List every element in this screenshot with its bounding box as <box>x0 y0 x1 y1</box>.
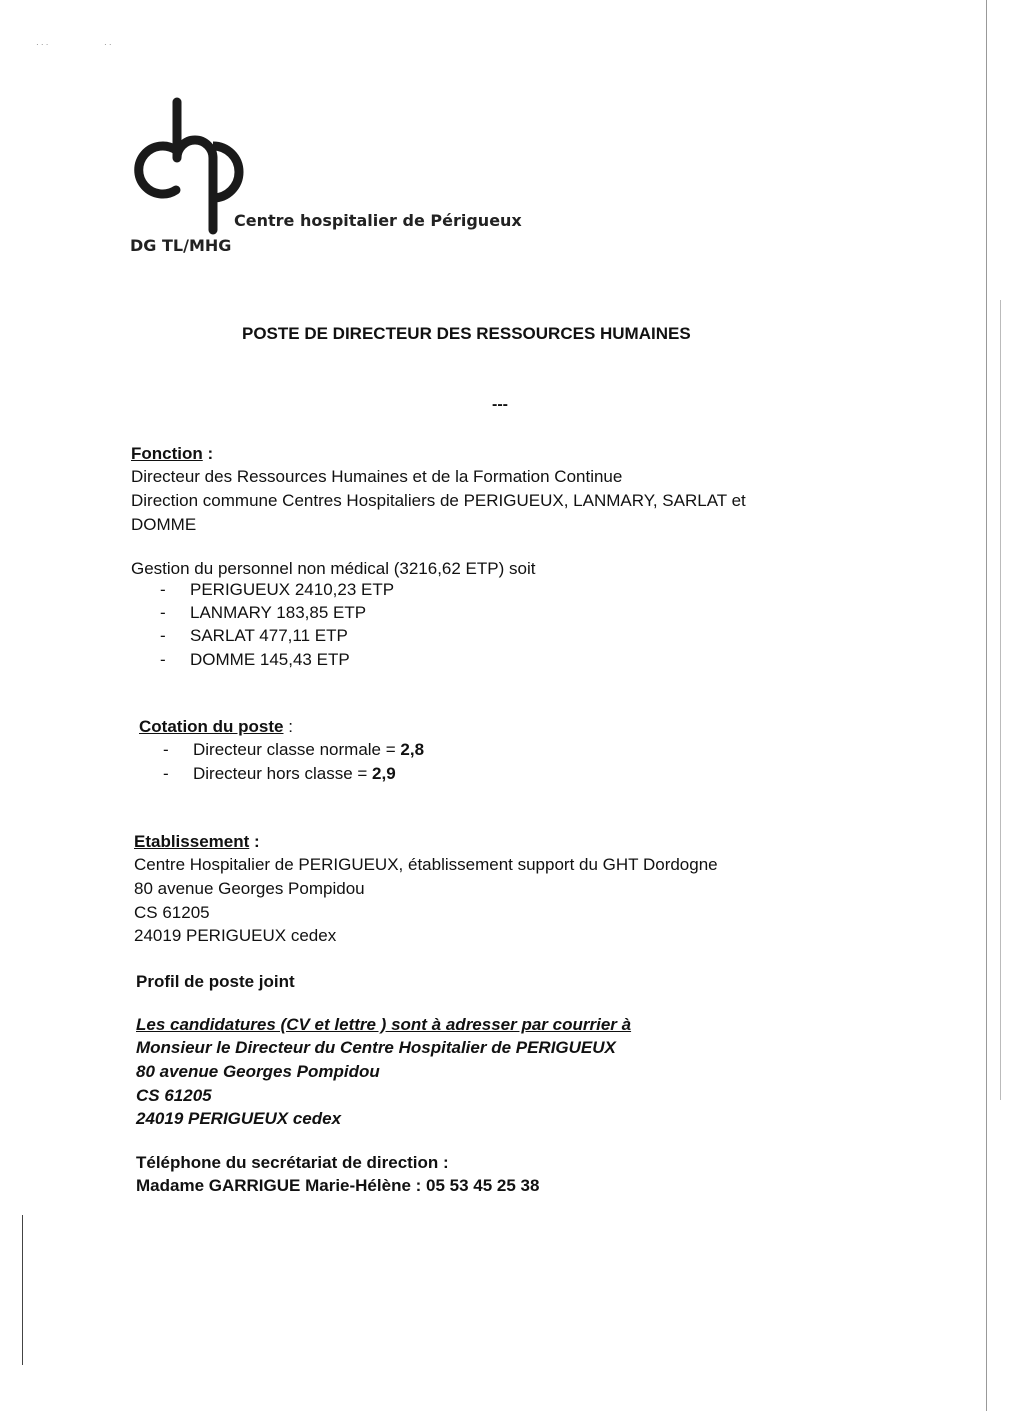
fonction-line-3: DOMME <box>131 515 197 534</box>
list-item <box>160 626 348 646</box>
cotation-heading: Cotation du poste <box>139 717 284 736</box>
list-item <box>160 603 366 623</box>
title-separator: --- <box>492 396 508 413</box>
telephone-heading: Téléphone du secrétariat de direction : <box>136 1153 449 1172</box>
bullet-dash: - <box>163 740 169 759</box>
etablissement-line-4: 24019 PERIGUEUX cedex <box>134 926 337 945</box>
fonction-line-1: Directeur des Ressources Humaines et de la Formation Continue <box>131 467 623 486</box>
fonction-section-heading <box>131 444 213 464</box>
gestion-item-domme: DOMME 145,43 ETP <box>190 650 350 669</box>
candidatures-line-1: Monsieur le Directeur du Centre Hospitalier de PERIGUEUX <box>136 1038 616 1057</box>
etablissement-line-1: Centre Hospitalier de PERIGUEUX, établissement support du GHT Dordogne <box>134 855 718 874</box>
bullet-dash: - <box>160 626 166 645</box>
cotation-item-label: Directeur classe normale = <box>193 740 401 759</box>
bullet-dash: - <box>160 603 166 622</box>
telephone-contact: Madame GARRIGUE Marie-Hélène : 05 53 45 25 38 <box>136 1176 540 1195</box>
reference-code: DG TL/MHG <box>130 236 232 255</box>
etablissement-line-3: CS 61205 <box>134 903 210 922</box>
etablissement-heading: Etablissement <box>134 832 250 851</box>
fonction-heading-colon: : <box>202 444 214 463</box>
gestion-item-sarlat: SARLAT 477,11 ETP <box>190 626 348 645</box>
etablissement-section-heading <box>134 832 260 852</box>
etablissement-heading-colon: : <box>249 832 260 851</box>
etablissement-line-2: 80 avenue Georges Pompidou <box>134 879 365 898</box>
organization-name: Centre hospitalier de Périgueux <box>234 211 522 230</box>
cotation-section-heading <box>139 717 293 737</box>
list-item <box>160 650 350 670</box>
list-item <box>163 764 396 784</box>
gestion-item-perigueux: PERIGUEUX 2410,23 ETP <box>190 580 395 599</box>
fonction-line-2: Direction commune Centres Hospitaliers de PERIGUEUX, LANMARY, SARLAT et <box>131 491 746 510</box>
gestion-item-lanmary: LANMARY 183,85 ETP <box>190 603 367 622</box>
bullet-dash: - <box>160 580 166 599</box>
list-item <box>163 740 424 760</box>
cotation-item-value: 2,8 <box>400 740 425 759</box>
candidatures-line-4: 24019 PERIGUEUX cedex <box>136 1109 342 1128</box>
scan-edge-right-2 <box>1000 300 1001 1100</box>
profil-de-poste: Profil de poste joint <box>136 972 295 991</box>
scan-edge-right <box>986 0 987 1411</box>
bullet-dash: - <box>160 650 166 669</box>
fonction-heading: Fonction <box>131 444 203 463</box>
document-title: POSTE DE DIRECTEUR DES RESSOURCES HUMAINES <box>242 324 691 343</box>
candidatures-line-3: CS 61205 <box>136 1086 212 1105</box>
gestion-intro: Gestion du personnel non médical (3216,62 ETP) soit <box>131 559 536 578</box>
scan-speck: · · · <box>36 40 49 49</box>
candidatures-heading: Les candidatures (CV et lettre ) sont à adresser par courrier à <box>136 1015 632 1034</box>
bullet-dash: - <box>163 764 169 783</box>
cotation-item-value: 2,9 <box>372 764 396 783</box>
candidatures-line-2: 80 avenue Georges Pompidou <box>136 1062 380 1081</box>
scan-edge-left <box>22 1215 23 1365</box>
scan-speck: · · <box>104 40 112 49</box>
cotation-heading-colon: : <box>283 717 293 736</box>
cotation-item-label: Directeur hors classe = <box>193 764 373 783</box>
list-item <box>160 580 394 600</box>
